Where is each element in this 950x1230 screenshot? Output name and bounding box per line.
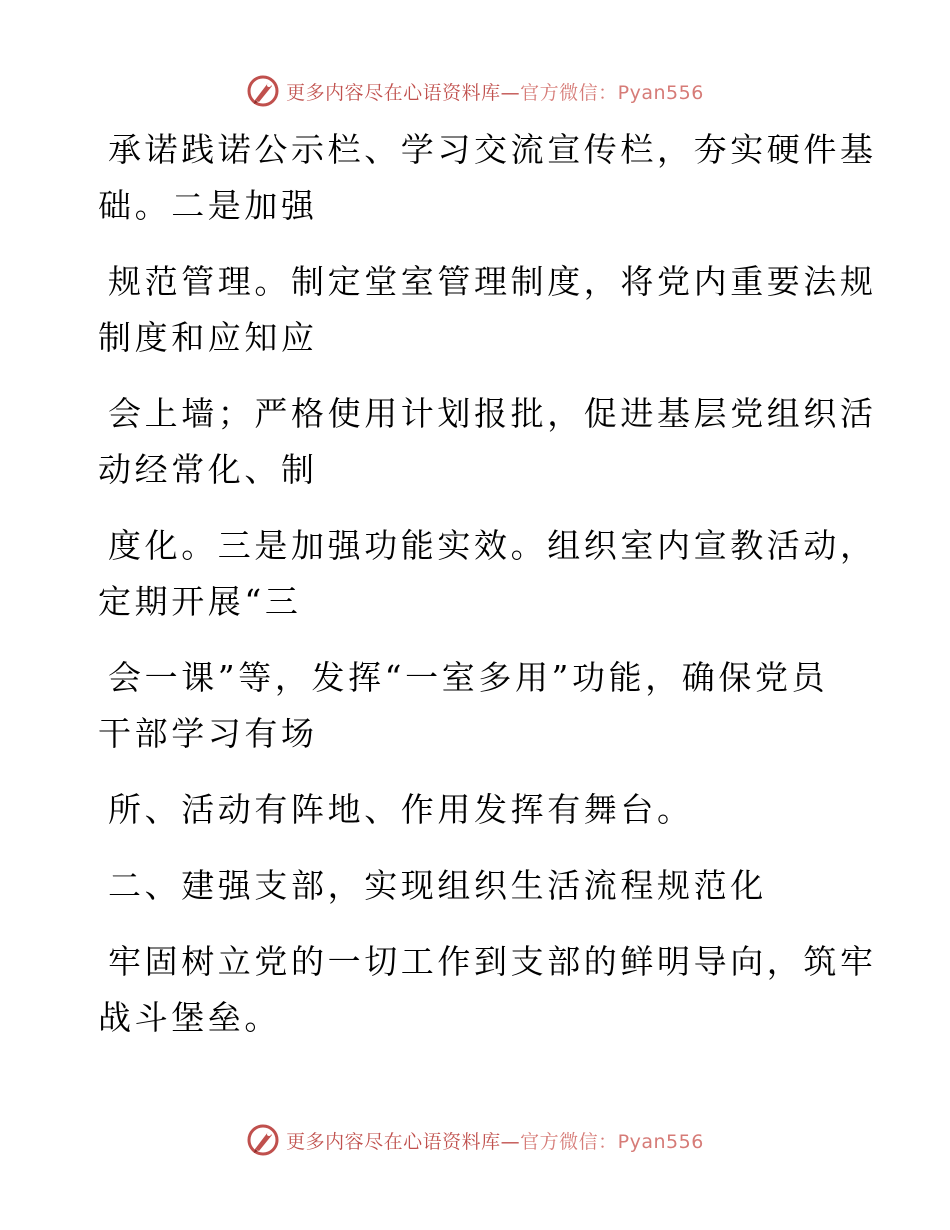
text-line: 定期开展“三: [98, 582, 302, 621]
paragraph: [98, 122, 877, 234]
paragraph: [98, 254, 877, 366]
watermark-dash: —: [500, 1130, 521, 1153]
footer-watermark: [0, 1120, 950, 1160]
pen-circle-logo-icon: [246, 74, 280, 108]
paragraph: [98, 386, 877, 498]
paragraph: [98, 518, 877, 630]
section-heading: 二、建强支部，实现组织生活流程规范化: [108, 866, 767, 905]
text-line: 会一课”等，发挥“一室多用”功能，确保党员: [108, 658, 829, 697]
text-line: 规范管理。制定堂室管理制度，将党内重要法规: [108, 262, 877, 301]
pen-circle-logo-icon: [246, 1123, 280, 1157]
text-line: 动经常化、制: [98, 450, 318, 489]
header-watermark: [0, 71, 950, 111]
watermark-dash: —: [500, 81, 521, 104]
text-line: 会上墙；严格使用计划报批，促进基层党组织活: [108, 394, 877, 433]
watermark-wechat: 官方微信：Pyan556: [520, 81, 704, 104]
paragraph: [98, 650, 858, 762]
text-line: 础。二是加强: [98, 186, 318, 225]
watermark-site: 更多内容尽在心语资料库: [286, 1130, 501, 1153]
text-line: 度化。三是加强功能实效。组织室内宣教活动，: [108, 526, 877, 565]
text-line: 制度和应知应: [98, 318, 318, 357]
text-line: 所、活动有阵地、作用发挥有舞台。: [108, 790, 694, 829]
text-line: 牢固树立党的一切工作到支部的鲜明导向，筑牢: [108, 942, 877, 981]
text-line: 承诺践诺公示栏、学习交流宣传栏，夯实硬件基: [108, 130, 877, 169]
text-line: 战斗堡垒。: [98, 998, 281, 1037]
watermark-site: 更多内容尽在心语资料库: [286, 81, 501, 104]
paragraph: [98, 934, 877, 1046]
watermark-wechat: 官方微信：Pyan556: [520, 1130, 704, 1153]
watermark-text: [286, 1127, 704, 1154]
document-body: [98, 122, 877, 1066]
watermark-text: [286, 78, 704, 105]
text-line: 干部学习有场: [98, 714, 318, 753]
